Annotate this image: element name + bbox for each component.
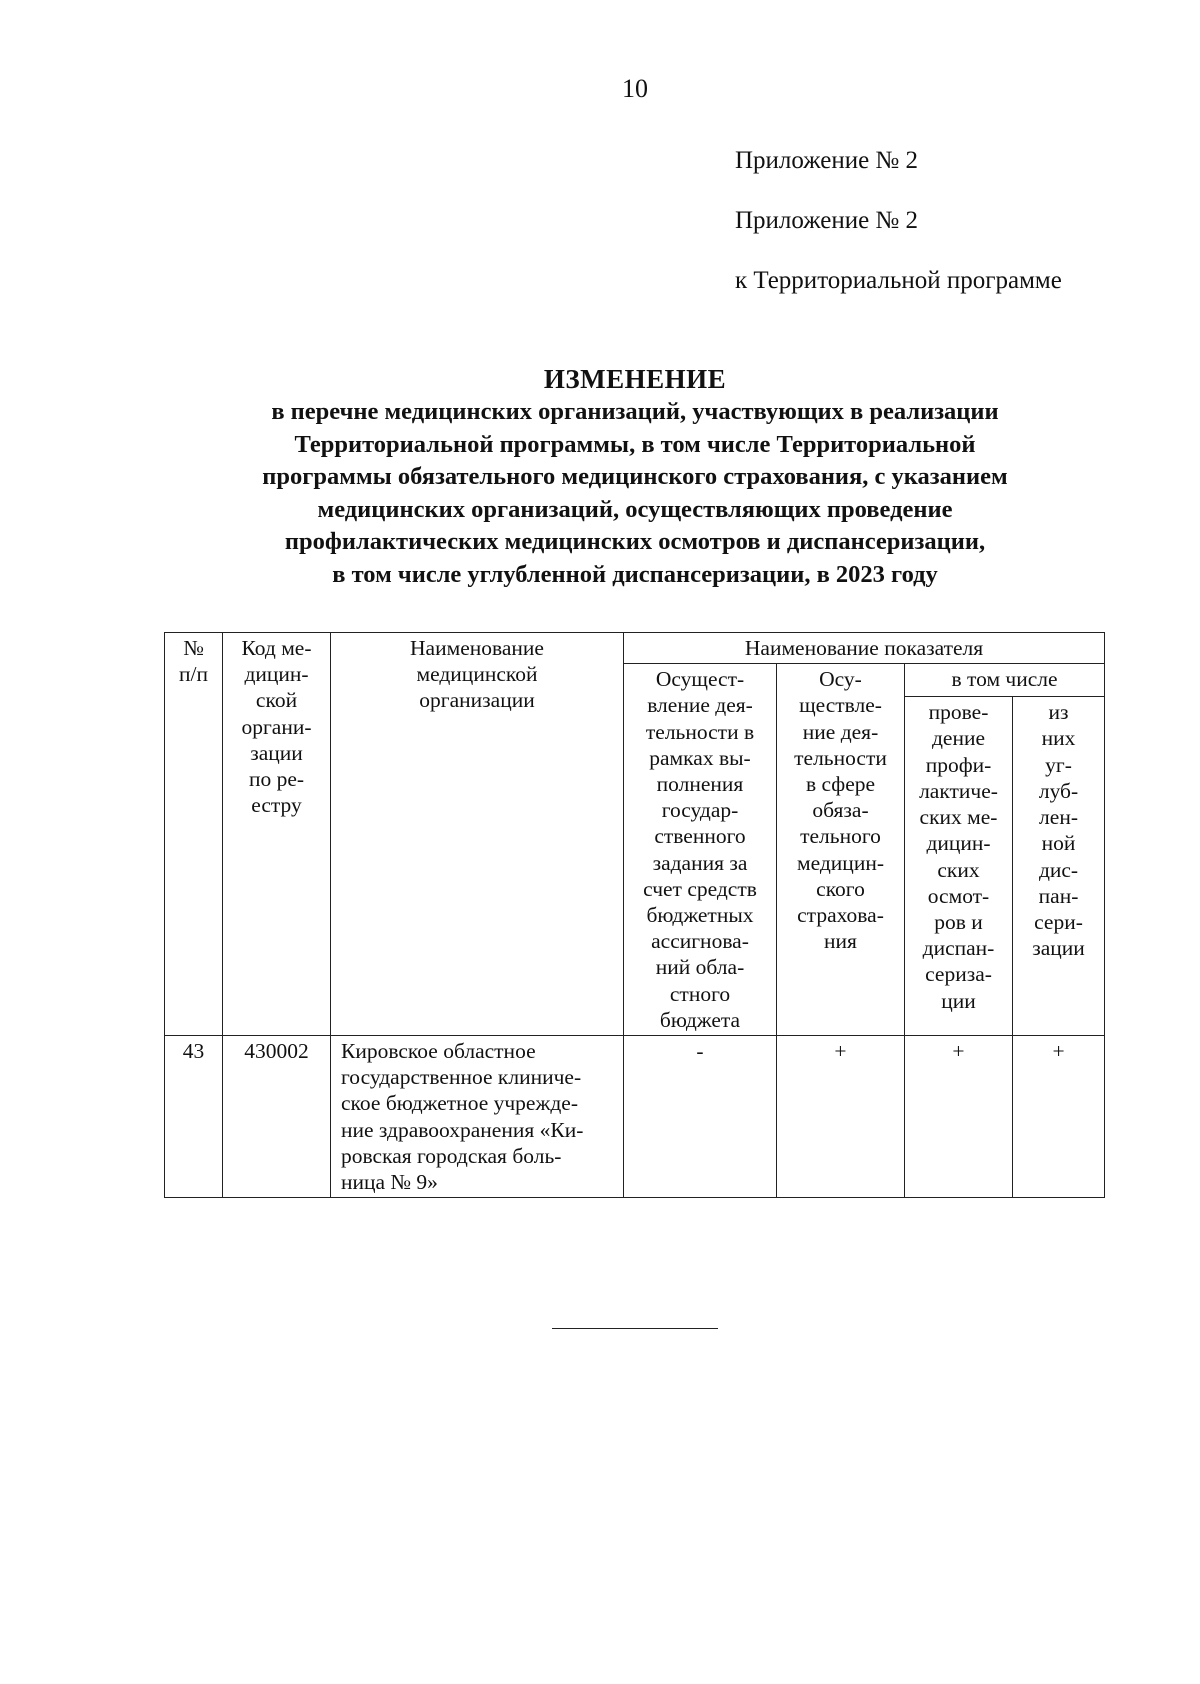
cell-oms-mark: + [777, 1036, 905, 1198]
header-organization-name: Наименование медицинской организации [331, 633, 624, 1036]
header-deep-dispensarization: из них уг- луб- лен- ной дис- пан- сери- зации [1013, 697, 1105, 1036]
document-title: ИЗМЕНЕНИЕ [543, 364, 727, 394]
header-oms-activity: Осу- ществле- ние дея- тельности в сфере обяза- тельного медицин- ского страхова- ния [777, 664, 905, 1036]
document-subtitle-line: программы обязательного медицинского страхования, с указанием [262, 463, 1008, 490]
cell-state-task-mark: - [624, 1036, 777, 1198]
closing-line [552, 1328, 718, 1329]
table-header-row [165, 633, 1105, 664]
table-row [165, 1036, 1105, 1198]
page-number: 10 [622, 74, 648, 103]
document-subtitle-line: профилактических медицинских осмотров и диспансеризации, [284, 528, 986, 555]
appendix-label-repeat: Приложение № 2 [735, 207, 919, 234]
cell-preventive-exams-mark: + [905, 1036, 1013, 1198]
document-title-block [190, 362, 1080, 591]
header-state-task: Осущест- вление дея- тельности в рамках вы- полнения государ- ственного задания за счет средств бюджетных ассигнова- ний обла- стного бюджета [624, 664, 777, 1036]
document-subtitle-line: в перечне медицинских организаций, участвующих в реализации [271, 398, 999, 425]
document-subtitle-line: Территориальной программы, в том числе Территориальной [294, 430, 976, 458]
appendix-program-reference: к Территориальной программе [735, 267, 1062, 294]
cell-organization-name: Кировское областное государственное клиниче- ское бюджетное учрежде- ние здравоохранения «Ки- ровская городская боль- ница № 9» [331, 1036, 624, 1198]
document-subtitle-line: медицинских организаций, осуществляющих проведение [317, 495, 953, 523]
cell-registry-code: 430002 [223, 1036, 331, 1198]
header-indicator-name: Наименование показателя [624, 633, 1105, 664]
cell-row-number: 43 [165, 1036, 223, 1198]
cell-deep-dispensarization-mark: + [1013, 1036, 1105, 1198]
organizations-table [164, 632, 1105, 1198]
header-including: в том числе [905, 664, 1105, 697]
header-preventive-exams: прове- дение профи- лактиче- ских ме- дицин- ских осмот- ров и диспан- сериза- ции [905, 697, 1013, 1036]
header-row-number: № п/п [165, 633, 223, 1036]
document-subtitle-line: в том числе углубленной диспансеризации, в 2023 году [332, 560, 938, 588]
header-registry-code: Код ме- дицин- ской органи- зации по ре- естру [223, 633, 331, 1036]
appendix-label: Приложение № 2 [735, 147, 919, 174]
